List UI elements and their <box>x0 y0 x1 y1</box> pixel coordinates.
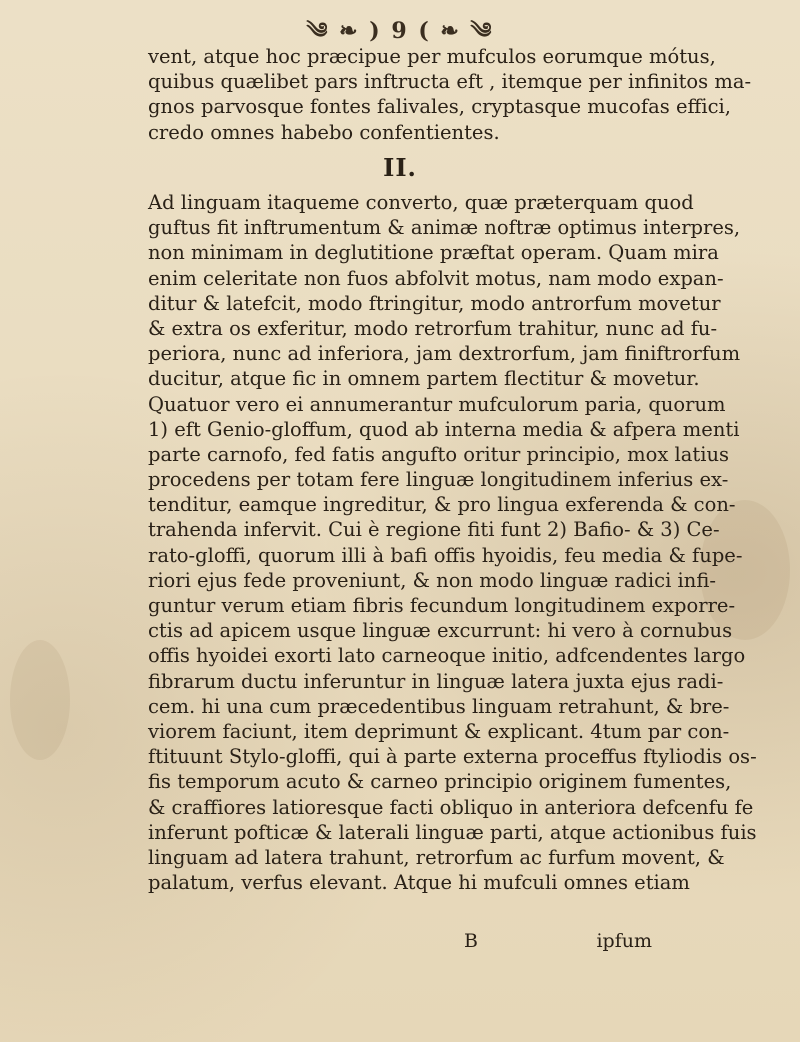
text-line: ftituunt Stylo-gloffi, qui à parte externa proceffus ftyliodis os- <box>148 745 757 769</box>
text-line: ditur & latefcit, modo ftringitur, modo antrorfum movetur <box>148 291 721 315</box>
text-line: credo omnes habebo confentientes. <box>148 120 500 144</box>
section-number: II. <box>383 153 417 182</box>
paper-stain <box>10 640 70 760</box>
text-line: fibrarum ductu inferuntur in linguæ latera juxta ejus radi- <box>148 669 724 693</box>
text-line: linguam ad latera trahunt, retrorfum ac furfum movent, & <box>148 845 725 869</box>
text-line: viorem faciunt, item deprimunt & explicant. 4tum par con- <box>148 719 730 743</box>
page-number-ornament: ༄ ❧ ) 9 ( ❧ ༄ <box>306 18 494 44</box>
text-line: palatum, verfus elevant. Atque hi mufculi omnes etiam <box>148 871 690 895</box>
paragraph-1 <box>148 44 752 145</box>
text-line: guntur verum etiam fibris fecundum longitudinem exporre- <box>148 594 736 617</box>
text-line: 1) eft Genio-gloffum, quod ab interna media & afpera menti <box>148 417 740 441</box>
text-line: & craffiores latioresque facti obliquo in anteriora defcenfu fe <box>148 795 754 819</box>
text-line: inferunt pofticæ & laterali linguæ parti, atque actionibus fuis <box>148 820 757 844</box>
text-line: rato-gloffi, quorum illi à bafi offis hyoidis, feu media & fupe- <box>148 543 743 567</box>
text-line: enim celeritate non fuos abfolvit motus, nam modo expan- <box>148 266 724 290</box>
text-line: quibus quælibet pars inftructa eft , itemque per infinitos ma- <box>148 70 752 94</box>
signature-mark: B <box>464 930 478 952</box>
catchword: ipfum <box>596 930 652 952</box>
text-line: ctis ad apicem usque linguæ excurrunt: hi vero à cornubus <box>148 619 733 643</box>
text-line: parte carnofo, fed fatis angufto oritur principio, mox latius <box>148 442 730 466</box>
text-line: vent, atque hoc præcipue per mufculos eorumque mótus, <box>148 45 716 68</box>
text-line: offis hyoidei exorti lato carneoque initio, adfcendentes largo <box>148 644 746 668</box>
text-line: riori ejus fede proveniunt, & non modo linguæ radici infi- <box>148 568 716 592</box>
text-line: tenditur, eamque ingreditur, & pro lingua exferenda & con- <box>148 493 736 517</box>
text-line: Quatuor vero ei annumerantur mufculorum paria, quorum <box>148 392 726 416</box>
text-line: ducitur, atque fic in omnem partem flectitur & movetur. <box>148 367 700 391</box>
paragraph-2 <box>148 190 757 895</box>
text-line: gnos parvosque fontes falivales, cryptasque mucofas effici, <box>148 95 731 119</box>
text-line: cem. hi una cum præcedentibus linguam retrahunt, & bre- <box>148 694 730 718</box>
text-line: non minimam in deglutitione præftat operam. Quam mira <box>148 241 719 265</box>
text-line: & extra os exferitur, modo retrorfum trahitur, nunc ad fu- <box>148 316 718 340</box>
text-line: trahenda infervit. Cui è regione fiti funt 2) Bafio- & 3) Ce- <box>148 518 720 542</box>
text-line: procedens per totam fere linguæ longitudinem inferius ex- <box>148 468 729 492</box>
text-line: Ad linguam itaqueme converto, quæ præterquam quod <box>148 191 694 214</box>
text-line: periora, nunc ad inferiora, jam dextrorfum, jam finiftrorfum <box>148 342 741 366</box>
text-line: guftus fit inftrumentum & animæ noftræ optimus interpres, <box>148 216 741 240</box>
text-line: fis temporum acuto & carneo principio originem fumentes, <box>148 770 732 794</box>
